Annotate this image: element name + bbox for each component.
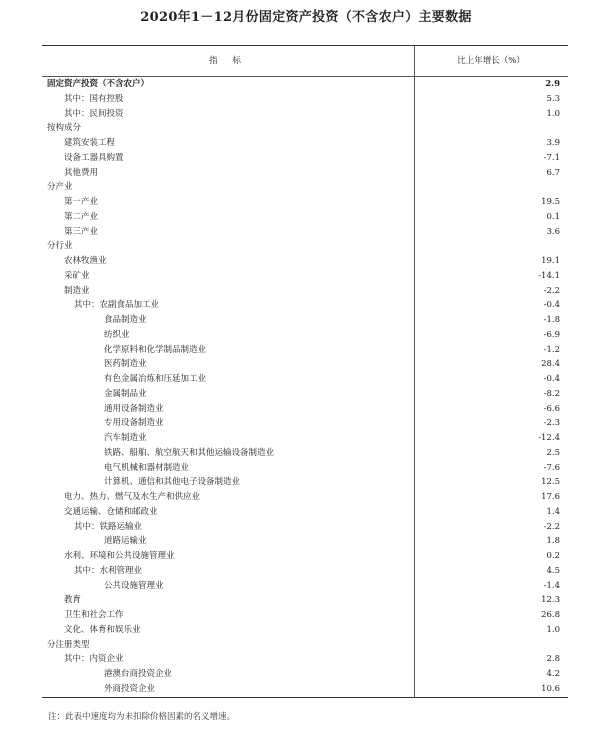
row-label: 交通运输、仓储和邮政业 <box>64 506 158 517</box>
row-value: 10.6 <box>541 683 560 694</box>
page-title: 2020年1－12月份固定资产投资（不含农户）主要数据 <box>140 10 472 25</box>
row-label: 固定资产投资（不含农户） <box>47 79 150 89</box>
row-label: 文化、体育和娱乐业 <box>64 624 141 635</box>
row-label: 其他费用 <box>64 167 99 178</box>
row-value: -2.2 <box>543 521 560 532</box>
row-value: -8.2 <box>543 388 560 399</box>
table-row <box>42 667 568 682</box>
table-row <box>42 77 568 92</box>
row-label: 农林牧渔业 <box>64 256 107 266</box>
table-body <box>42 77 568 697</box>
row-value: -0.4 <box>543 300 560 311</box>
table-row <box>42 195 568 210</box>
row-value: 3.6 <box>546 226 560 237</box>
table-row <box>42 520 568 535</box>
row-label: 卫生和社会工作 <box>64 610 124 620</box>
row-label: 外商投资企业 <box>104 683 156 694</box>
row-label: 电气机械和器材制造业 <box>104 462 190 473</box>
row-value: -6.6 <box>543 403 560 414</box>
table-row <box>42 107 568 122</box>
row-value: 1.0 <box>546 108 560 119</box>
row-label: 设备工器具购置 <box>64 152 124 163</box>
table-row <box>42 313 568 328</box>
table-row <box>42 505 568 520</box>
table-row <box>42 387 568 402</box>
row-value: 4.5 <box>546 565 560 576</box>
table-row <box>42 180 568 195</box>
row-label: 其中：国有控股 <box>64 93 124 104</box>
table-row <box>42 593 568 608</box>
table-row <box>42 357 568 372</box>
row-value: -6.9 <box>543 329 560 340</box>
row-label: 纺织业 <box>104 329 130 340</box>
table-row <box>42 239 568 254</box>
table-row <box>42 534 568 549</box>
row-value: 26.8 <box>541 610 560 620</box>
row-value: -1.4 <box>543 580 560 591</box>
table-row <box>42 269 568 284</box>
row-label: 其中：水利管理业 <box>74 565 143 576</box>
row-value: 17.6 <box>541 492 560 502</box>
row-value: -12.4 <box>538 433 560 443</box>
row-label: 分注册类型 <box>47 639 90 650</box>
row-label: 其中：内资企业 <box>64 654 124 665</box>
row-label: 铁路、船舶、航空航天和其他运输设备制造业 <box>104 447 275 458</box>
row-label: 公共设施管理业 <box>104 580 164 591</box>
row-value: 0.1 <box>546 211 560 222</box>
table-row <box>42 579 568 594</box>
row-value: 28.4 <box>541 359 560 370</box>
row-label: 道路运输业 <box>104 536 147 547</box>
row-label: 计算机、通信和其他电子设备制造业 <box>104 477 241 488</box>
row-label: 第二产业 <box>64 211 99 222</box>
row-value: 19.1 <box>541 256 560 266</box>
row-value: 1.4 <box>546 506 560 517</box>
row-label: 按构成分 <box>47 123 82 134</box>
row-label: 金属制品业 <box>104 388 147 399</box>
row-label: 第三产业 <box>64 226 99 237</box>
row-label: 有色金属冶炼和压延加工业 <box>104 374 207 384</box>
header-growth: 比上年增长（%） <box>457 56 525 66</box>
row-label: 化学原料和化学制品制造业 <box>104 344 207 355</box>
table-row <box>42 298 568 313</box>
row-value: 1.8 <box>546 536 560 547</box>
table-row <box>42 328 568 343</box>
row-value: -0.4 <box>543 374 560 384</box>
row-value: 12.5 <box>541 477 560 488</box>
row-label: 通用设备制造业 <box>104 403 164 414</box>
row-label: 建筑安装工程 <box>64 138 116 148</box>
row-value: 2.8 <box>546 654 560 665</box>
row-value: -2.2 <box>543 285 560 296</box>
table-row <box>42 416 568 431</box>
table-row <box>42 343 568 358</box>
table-row <box>42 402 568 417</box>
table-row <box>42 475 568 490</box>
row-value: 3.9 <box>546 138 560 148</box>
table-row <box>42 372 568 387</box>
row-value: -7.6 <box>543 462 560 473</box>
table-row <box>42 151 568 166</box>
row-value: 1.0 <box>546 624 560 635</box>
row-value: 6.7 <box>546 167 560 178</box>
row-label: 其中：农副食品加工业 <box>74 300 160 311</box>
row-value: 0.2 <box>546 551 560 561</box>
row-label: 教育 <box>64 595 82 606</box>
row-value: -14.1 <box>538 270 560 281</box>
table-header <box>42 46 568 77</box>
row-label: 分行业 <box>47 241 73 252</box>
table-row <box>42 446 568 461</box>
row-value: 2.5 <box>546 447 560 458</box>
table-row <box>42 549 568 564</box>
row-label: 汽车制造业 <box>104 433 147 443</box>
table-row <box>42 121 568 136</box>
table-row <box>42 210 568 225</box>
row-label: 其中：铁路运输业 <box>74 521 143 532</box>
row-label: 电力、热力、燃气及水生产和供应业 <box>64 492 201 502</box>
row-label: 采矿业 <box>64 270 90 281</box>
row-label: 港澳台商投资企业 <box>104 669 173 679</box>
table-row <box>42 564 568 579</box>
data-table <box>42 45 568 698</box>
row-value: 19.5 <box>541 197 560 207</box>
footnote: 注：此表中速度均为未扣除价格因素的名义增速。 <box>48 712 236 722</box>
table-row <box>42 166 568 181</box>
row-value: 2.9 <box>545 79 560 89</box>
table-row <box>42 284 568 299</box>
row-label: 分产业 <box>47 182 73 193</box>
row-value: 4.2 <box>546 669 560 679</box>
table-row <box>42 254 568 269</box>
row-value: -1.2 <box>543 344 560 355</box>
row-value: -2.3 <box>543 418 560 429</box>
table-row <box>42 623 568 638</box>
row-value: -7.1 <box>543 152 560 163</box>
row-label: 专用设备制造业 <box>104 418 164 429</box>
table-row <box>42 225 568 240</box>
header-indicator: 指 标 <box>209 56 247 66</box>
table-row <box>42 608 568 623</box>
row-label: 第一产业 <box>64 197 99 207</box>
table-row <box>42 682 568 697</box>
row-label: 制造业 <box>64 285 90 296</box>
row-label: 其中：民间投资 <box>64 108 124 119</box>
row-label: 水利、环境和公共设施管理业 <box>64 551 175 561</box>
row-value: 5.3 <box>546 93 560 104</box>
row-label: 医药制造业 <box>104 359 147 370</box>
row-label: 食品制造业 <box>104 315 147 325</box>
table-row <box>42 652 568 667</box>
table-row <box>42 490 568 505</box>
table-row <box>42 92 568 107</box>
table-row <box>42 136 568 151</box>
table-row <box>42 461 568 476</box>
table-row <box>42 638 568 653</box>
table-row <box>42 431 568 446</box>
row-value: 12.3 <box>541 595 560 606</box>
row-value: -1.8 <box>543 315 560 325</box>
